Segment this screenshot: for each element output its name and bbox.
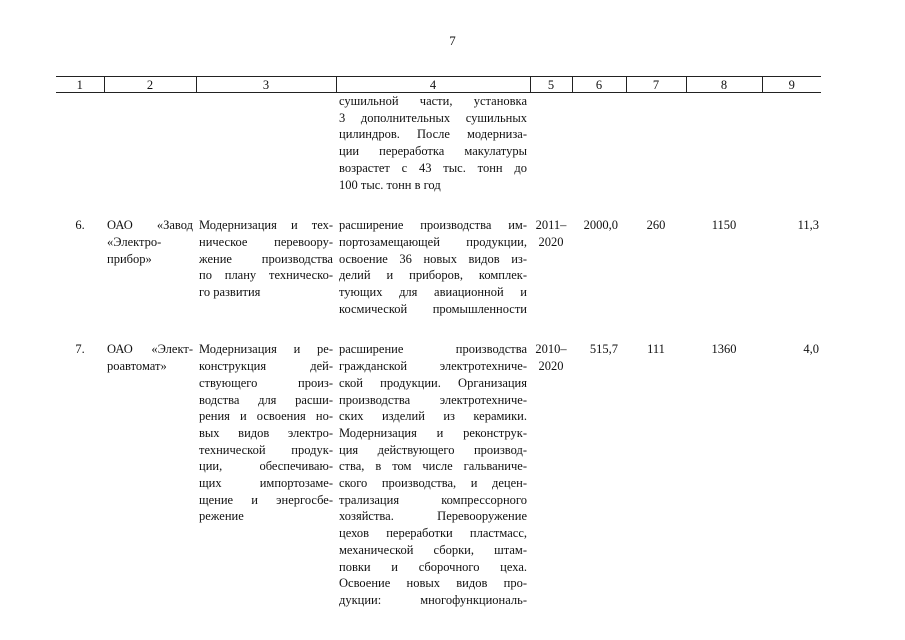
period-cell [530, 341, 572, 608]
text-line: трализация компрессорного [339, 492, 527, 507]
column-9-cell: 11,3 [797, 218, 819, 233]
text-line: водства для расши- [199, 392, 333, 407]
text-line: технической продук- [199, 442, 333, 457]
text-line: ской продукции. Организация [339, 375, 527, 390]
text-line: расширение производства [339, 342, 527, 357]
text-line: хозяйства. Перевооружение [339, 509, 527, 524]
text-line: «Электро- [107, 234, 162, 249]
column-header-6: 6 [572, 77, 626, 93]
table-row [56, 217, 821, 317]
text-line: сушильной части, установка [339, 94, 527, 108]
text-line: жение производства [199, 251, 333, 266]
text-line: режение [199, 509, 244, 524]
text-line: дукции: многофункциональ- [339, 592, 527, 607]
text-line: Модернизация и тех- [199, 218, 333, 233]
text-line: ОАО «Элект- [107, 342, 193, 357]
text-line: рения и освоения но- [199, 409, 333, 424]
column-header-3: 3 [196, 77, 336, 93]
text-line: Модернизация и ре- [199, 342, 333, 357]
page-number: 7 [449, 33, 456, 48]
investment-projects-table [56, 76, 821, 609]
text-line: портозамещающей продукции, [339, 234, 527, 249]
column-header-7: 7 [626, 77, 686, 93]
column-header-4: 4 [336, 77, 530, 93]
column-number-row [56, 77, 821, 93]
investment-cell: 2000,0 [583, 218, 618, 233]
row-number: 7. [75, 342, 85, 357]
text-line: ского производства, и децен- [339, 476, 527, 491]
text-line: Модернизация и реконструк- [339, 425, 527, 440]
text-line: цехов переработки пластмасс, [339, 526, 527, 541]
text-line: 2020 [538, 234, 564, 249]
text-line: 3 дополнительных сушильных [339, 110, 527, 125]
text-line: ства, в том числе гальваниче- [339, 459, 527, 474]
text-line: повки и сборочного цеха. [339, 559, 527, 574]
text-line: 2010– [535, 342, 567, 357]
text-line: 100 тыс. тонн в год [339, 177, 441, 192]
project-cell [196, 217, 336, 317]
organization-cell [104, 341, 196, 608]
text-line: расширение производства им- [339, 218, 527, 233]
text-line: механической сборки, штам- [339, 542, 527, 557]
continuation-result-cell [336, 93, 530, 194]
continuation-row [56, 93, 821, 194]
text-line: по плану техническо- [199, 268, 333, 283]
row-number: 6. [75, 218, 85, 233]
column-header-9: 9 [762, 77, 821, 93]
text-line: космической промышленности [339, 301, 527, 316]
text-line: ских изделий из керамики. [339, 409, 527, 424]
text-line: щих импортозаме- [199, 476, 333, 491]
text-line: возрастет с 43 тыс. тонн до [339, 160, 527, 175]
column-header-1: 1 [56, 77, 104, 93]
text-line: тующих для авиационной и [339, 285, 527, 300]
column-9-cell: 4,0 [803, 342, 819, 357]
text-line: 2020 [538, 359, 564, 374]
period-cell [530, 217, 572, 317]
text-line: прибор» [107, 251, 152, 266]
column-8-cell: 1360 [711, 342, 737, 357]
investment-cell: 515,7 [589, 342, 618, 357]
column-8-cell: 1150 [711, 218, 737, 233]
text-line: гражданской электротехниче- [339, 359, 527, 374]
text-line: роавтомат» [107, 359, 167, 374]
result-cell [336, 341, 530, 608]
text-line: ции, обеспечиваю- [199, 459, 333, 474]
text-line: ОАО «Завод [107, 218, 193, 233]
text-line: ническое перевоору- [199, 234, 333, 249]
text-line: ствующего произ- [199, 375, 333, 390]
column-header-2: 2 [104, 77, 196, 93]
text-line: освоение 36 новых видов из- [339, 251, 527, 266]
text-line: цилиндров. После модерниза- [339, 127, 527, 142]
result-cell [336, 217, 530, 317]
text-line: ция действующего производ- [339, 442, 527, 457]
column-header-5: 5 [530, 77, 572, 93]
text-line: ции переработка макулатуры [339, 144, 527, 159]
text-line: конструкция дей- [199, 359, 333, 374]
text-line: делий и приборов, комплек- [339, 268, 527, 283]
jobs-cell: 260 [646, 218, 666, 233]
text-line: вых видов электро- [199, 425, 333, 440]
organization-cell [104, 217, 196, 317]
text-line: Освоение новых видов про- [339, 576, 527, 591]
column-header-8: 8 [686, 77, 762, 93]
table-row [56, 341, 821, 608]
text-line: щение и энергосбе- [199, 492, 333, 507]
project-cell [196, 341, 336, 608]
text-line: го развития [199, 285, 261, 300]
text-line: 2011– [535, 218, 567, 233]
jobs-cell: 111 [647, 342, 665, 357]
text-line: производства электротехниче- [339, 392, 527, 407]
